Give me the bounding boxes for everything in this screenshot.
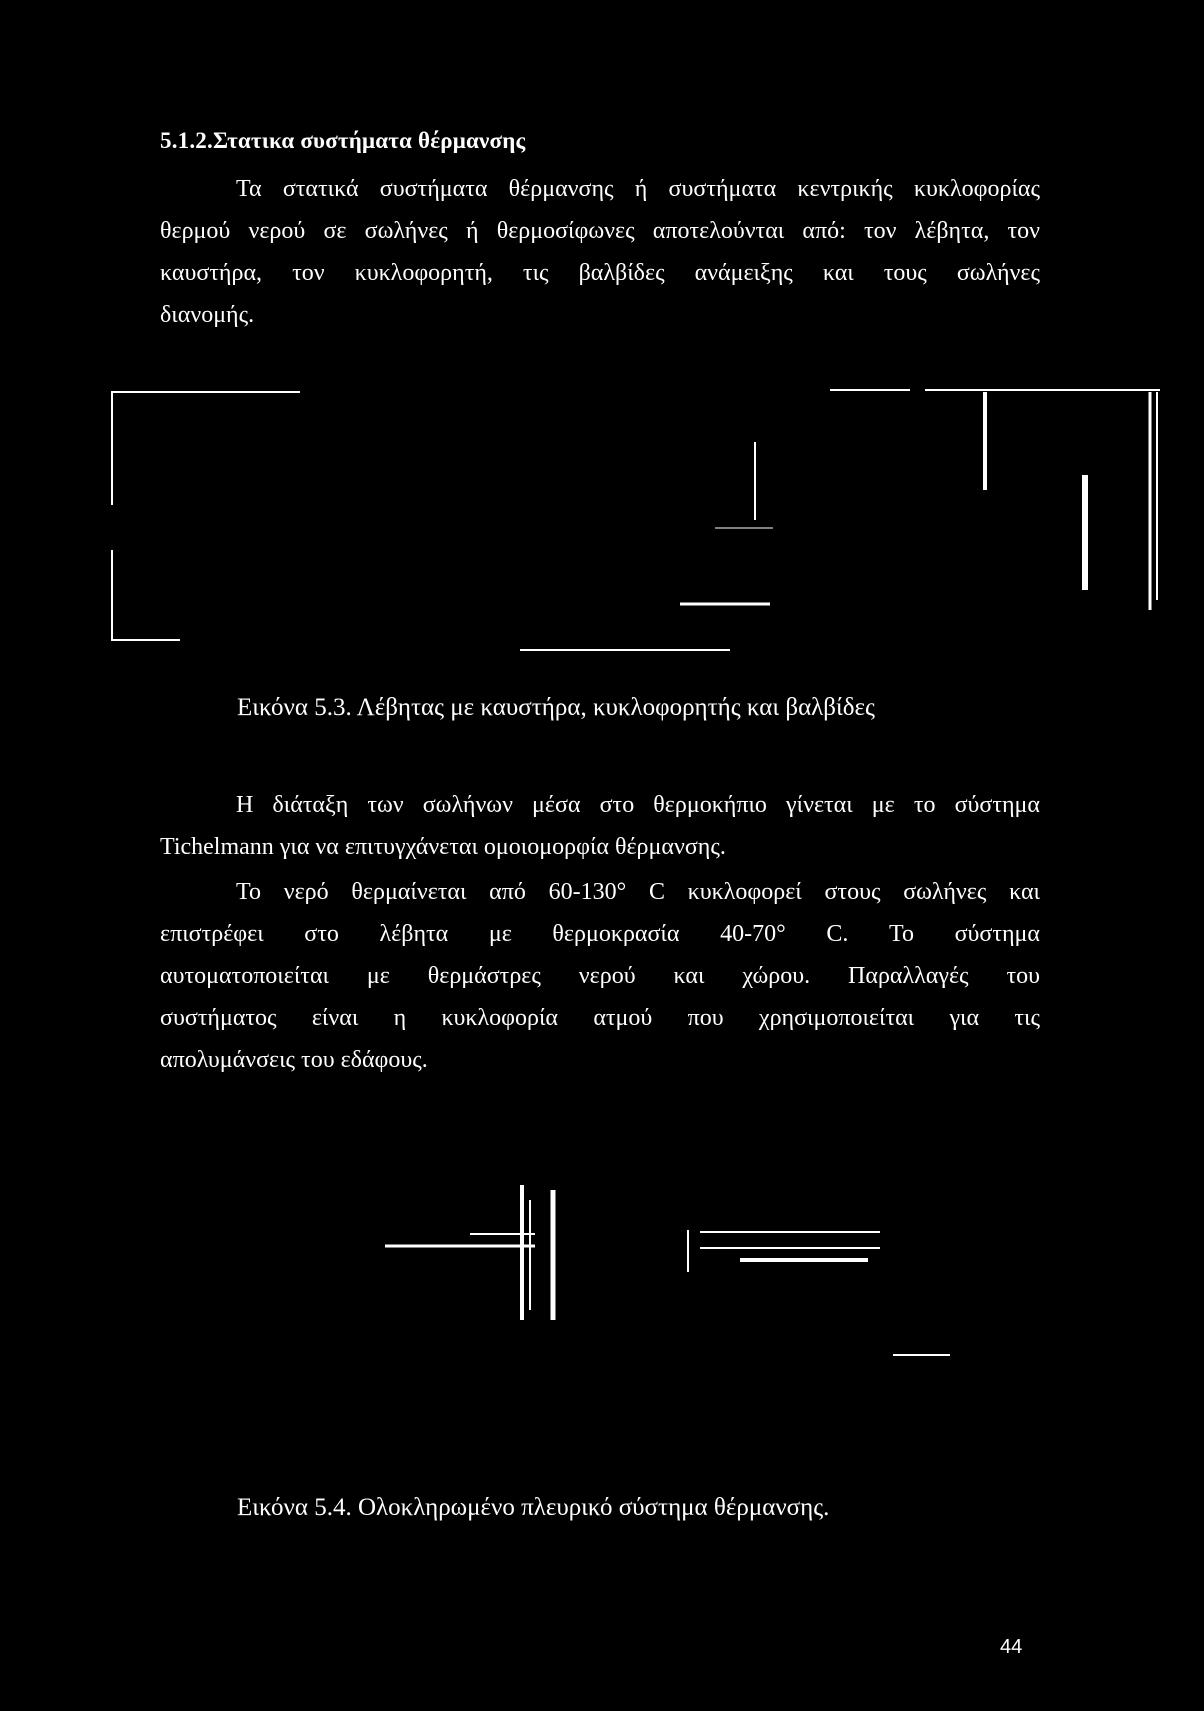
paragraph-tichelmann	[160, 784, 1040, 868]
paragraph-line: επιστρέφει στο λέβητα με θερμοκρασία 40-70° C. Το σύστημα	[160, 921, 1040, 947]
paragraph-line: Το νερό θερμαίνεται από 60-130° C κυκλοφορεί στους σωλήνες και	[236, 879, 1040, 905]
paragraph-line: απολυμάνσεις του εδάφους.	[160, 1047, 428, 1073]
paragraph-water-temperature	[160, 871, 1040, 1081]
page-number: 44	[1000, 1636, 1023, 1658]
paragraph-line: Τα στατικά συστήματα θέρμανσης ή συστήματα κεντρικής κυκλοφορίας	[236, 176, 1040, 202]
figure-caption-5-3: Εικόνα 5.3. Λέβητας με καυστήρα, κυκλοφορητής και βαλβίδες	[237, 694, 875, 721]
paragraph-line: αυτοματοποιείται με θερμάστρες νερού και χώρου. Παραλλαγές του	[160, 963, 1040, 989]
figure-caption-5-4: Εικόνα 5.4. Ολοκληρωμένο πλευρικό σύστημα θέρμανσης.	[237, 1494, 830, 1521]
section-heading: 5.1.2.Στατικα συστήματα θέρμανσης	[160, 128, 526, 153]
paragraph-line: Η διάταξη των σωλήνων μέσα στο θερμοκήπιο γίνεται με το σύστημα	[236, 792, 1040, 818]
figure-boiler-image	[0, 0, 1204, 700]
figure-line	[112, 550, 180, 640]
paragraph-line: διανομής.	[160, 302, 255, 328]
paragraph-line: συστήματος είναι η κυκλοφορία ατμού που χρησιμοποιείται για τις	[160, 1005, 1040, 1031]
figure-line	[112, 392, 300, 505]
paragraph-line: Tichelmann για να επιτυγχάνεται ομοιομορφία θέρμανσης.	[160, 834, 726, 860]
paragraph-line: καυστήρα, τον κυκλοφορητή, τις βαλβίδες ανάμειξης και τους σωλήνες	[160, 260, 1040, 286]
paragraph-line: θερμού νερού σε σωλήνες ή θερμοσίφωνες αποτελούνται από: τον λέβητα, τον	[160, 218, 1040, 244]
